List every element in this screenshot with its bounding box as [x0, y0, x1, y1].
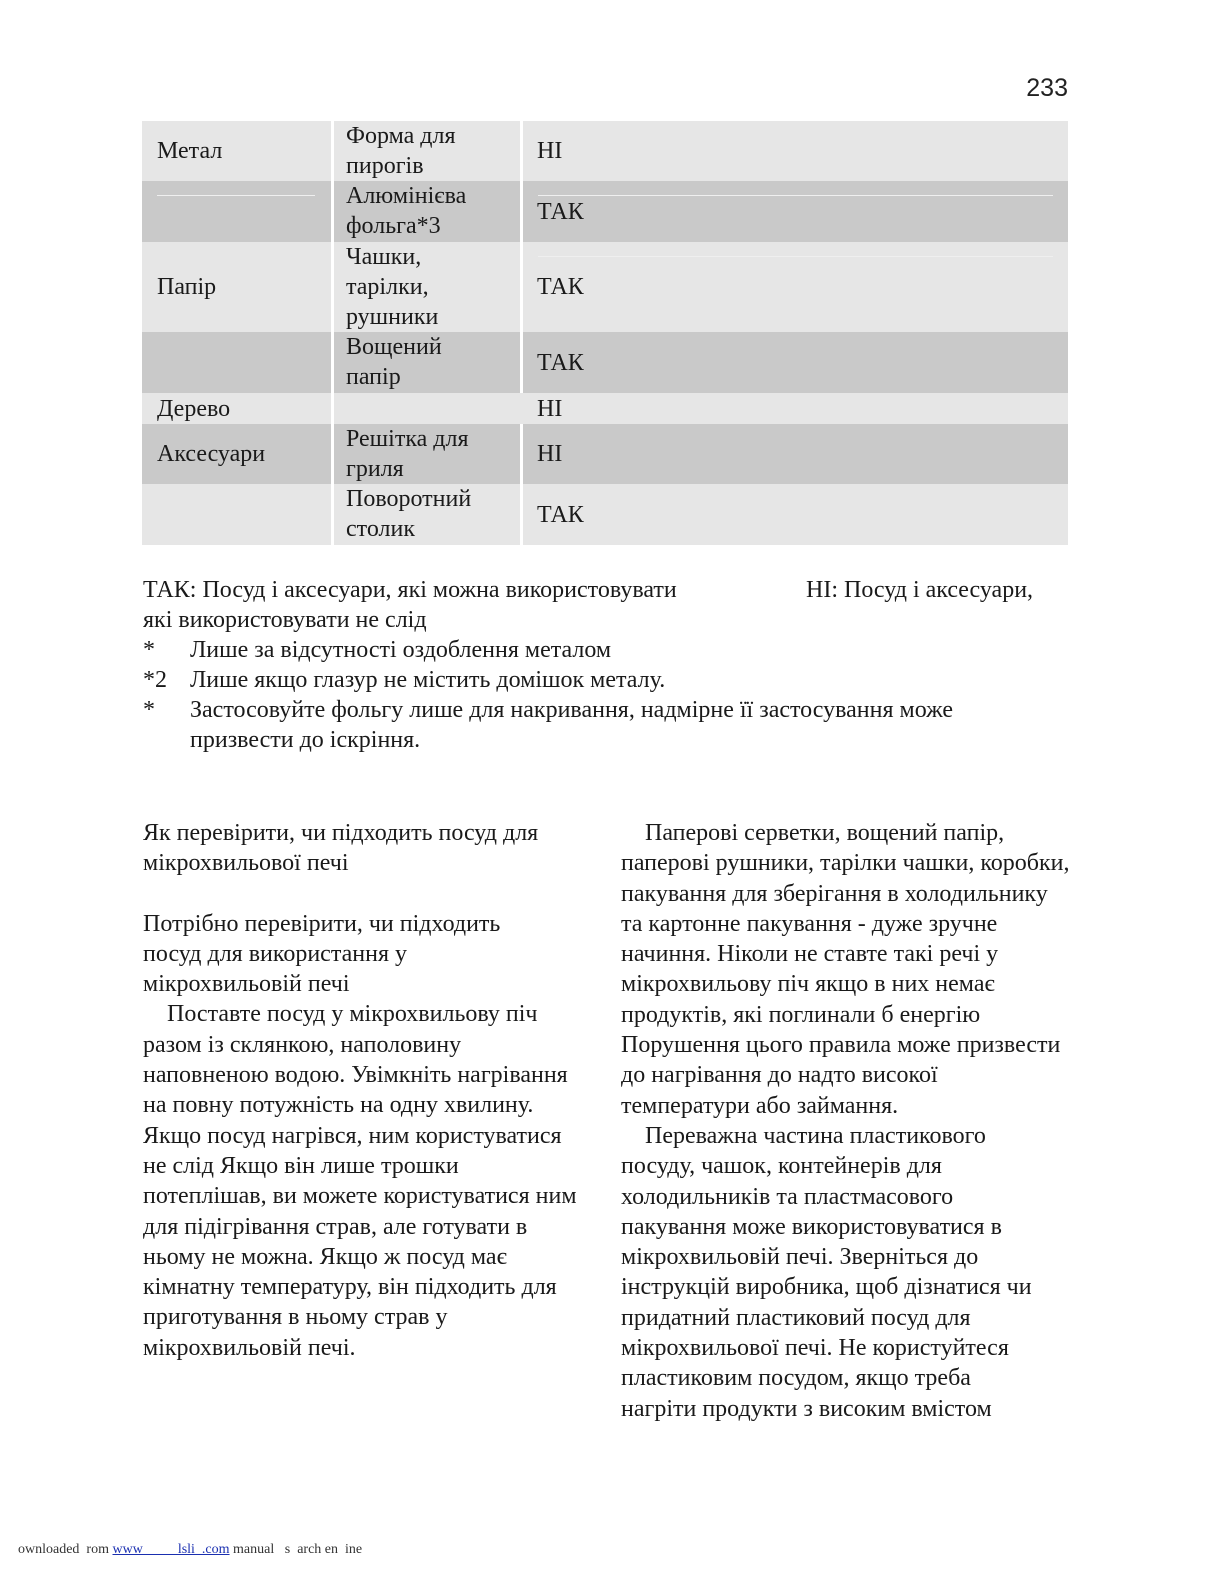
result-cell: ТАК — [537, 501, 584, 528]
item-line: папір — [346, 364, 401, 390]
column-divider — [331, 484, 334, 545]
item-cell — [331, 121, 521, 181]
item-cell — [331, 332, 521, 393]
row-rule — [538, 256, 1053, 257]
footnote-mark: * — [143, 697, 155, 723]
column-divider — [520, 181, 523, 242]
item-line: Поворотний — [346, 486, 472, 512]
column-divider — [520, 484, 523, 545]
column-divider — [331, 181, 334, 242]
item-line: гриля — [346, 456, 404, 482]
result-cell: ТАК — [537, 274, 584, 300]
table-row — [142, 424, 1068, 484]
footer-suffix: manual s arch en ine — [229, 1542, 363, 1557]
column-divider — [520, 424, 523, 484]
column-divider — [520, 332, 523, 393]
legend-no: НІ: Посуд і аксесуари, — [806, 577, 1034, 603]
row-rule — [157, 195, 315, 196]
left-column — [143, 818, 588, 1363]
item-line: тарілки, — [346, 274, 429, 300]
page-number: 233 — [1026, 74, 1068, 102]
right-column — [621, 818, 1071, 1424]
column-divider — [331, 242, 334, 332]
item-cell — [331, 242, 521, 332]
result-cell: НІ — [537, 138, 563, 164]
table-row — [142, 484, 1068, 545]
column-divider — [331, 121, 334, 181]
result-cell: НІ — [537, 395, 563, 422]
footer-prefix: ownloaded rom — [18, 1542, 113, 1557]
result-cell: НІ — [537, 441, 563, 467]
intro-paragraph: Потрібно перевірити, чи підходить посуд для використання у мікрохвильовій печі — [143, 910, 501, 998]
column-divider — [520, 242, 523, 332]
column-divider — [331, 424, 334, 484]
footnote — [143, 635, 1083, 665]
material-cell: Папір — [157, 274, 217, 300]
body-paragraph: Поставте посуд у мікрохвильову піч разом із склянкою, наполовину наповненою водою. Увімкніть нагрівання на повну потужність на одну хвилину. Якщо посуд нагрівся, ним користуватися не слід Якщо він лише трошки потеплішав, ви можете користуватися ним для підігрівання страв, але готувати в ньому не можна. Якщо ж посуд має кімнатну температуру, він підходить для приготування в ньому страв у мікрохвильовій печі. — [143, 1001, 577, 1361]
item-cell — [331, 181, 521, 242]
footnote-text: Застосовуйте фольгу лише для накривання, надмірне її застосування може призвести до іскріння. — [190, 697, 954, 753]
row-rule — [538, 195, 1053, 196]
material-cell — [142, 484, 331, 545]
legend-and-notes — [143, 575, 1083, 755]
footnote-mark: *2 — [143, 667, 167, 693]
footnote-mark: * — [143, 637, 155, 663]
section-heading: Як перевірити, чи підходить посуд для мікрохвильової печі — [143, 820, 539, 877]
item-cell — [331, 424, 521, 484]
cookware-compatibility-table — [142, 121, 1068, 545]
result-cell: ТАК — [537, 349, 584, 376]
legend-no-continuation: які використовувати не слід — [143, 607, 427, 633]
footnote — [143, 695, 1083, 755]
material-cell: Дерево — [157, 395, 231, 422]
result-cell: ТАК — [537, 198, 584, 225]
material-cell — [142, 181, 331, 242]
item-line: Решітка для — [346, 426, 469, 452]
footnote-text: Лише за відсутності оздоблення металом — [190, 637, 612, 663]
download-footer — [18, 1542, 362, 1558]
footnote — [143, 665, 1083, 695]
footer-link[interactable]: www lsli .com — [112, 1542, 230, 1557]
body-paragraph: Переважна частина пластикового посуду, чашок, контейнерів для холодильників та пластмасового пакування може використовуватися в мікрохвильовій печі. Зверніться до інструкцій виробника, щоб дізнатися чи придатний пластиковий посуд для мікрохвильової печі. Не користуйтеся пластиковим посудом, якщо треба нагріти продукти з високим вмістом — [621, 1122, 1032, 1422]
column-divider — [331, 393, 334, 424]
item-line: Чашки, — [346, 244, 422, 270]
item-line: Форма для — [346, 123, 456, 149]
item-line: столик — [346, 516, 415, 542]
column-divider — [520, 121, 523, 181]
legend — [143, 575, 1083, 605]
legend-yes: ТАК: Посуд і аксесуари, які можна використовувати — [143, 577, 677, 603]
item-line: Вощений — [346, 334, 442, 360]
material-cell — [142, 332, 331, 393]
material-cell: Аксесуари — [157, 441, 266, 467]
footnote-text: Лише якщо глазур не містить домішок металу. — [190, 667, 666, 693]
item-line: фольга*3 — [346, 213, 441, 239]
table-row — [142, 121, 1068, 181]
item-line: рушники — [346, 304, 439, 330]
item-cell — [331, 484, 521, 545]
column-divider — [331, 332, 334, 393]
body-paragraph: Паперові серветки, вощений папір, паперові рушники, тарілки чашки, коробки, пакування для зберігання в холодильнику та картонне пакування - дуже зручне начиння. Ніколи не ставте такі речі у мікрохвильову піч якщо в них немає продуктів, які поглинали б енергію Порушення цього правила може призвести до нагрівання до надто високої температури або займання. — [621, 820, 1070, 1119]
table-row — [142, 332, 1068, 393]
table-row — [142, 393, 1068, 424]
item-line: пирогів — [346, 153, 424, 179]
material-cell: Метал — [157, 138, 223, 164]
table-row — [142, 242, 1068, 332]
item-cell — [331, 393, 521, 424]
item-line: Алюмінієва — [346, 183, 467, 209]
table-row — [142, 181, 1068, 242]
